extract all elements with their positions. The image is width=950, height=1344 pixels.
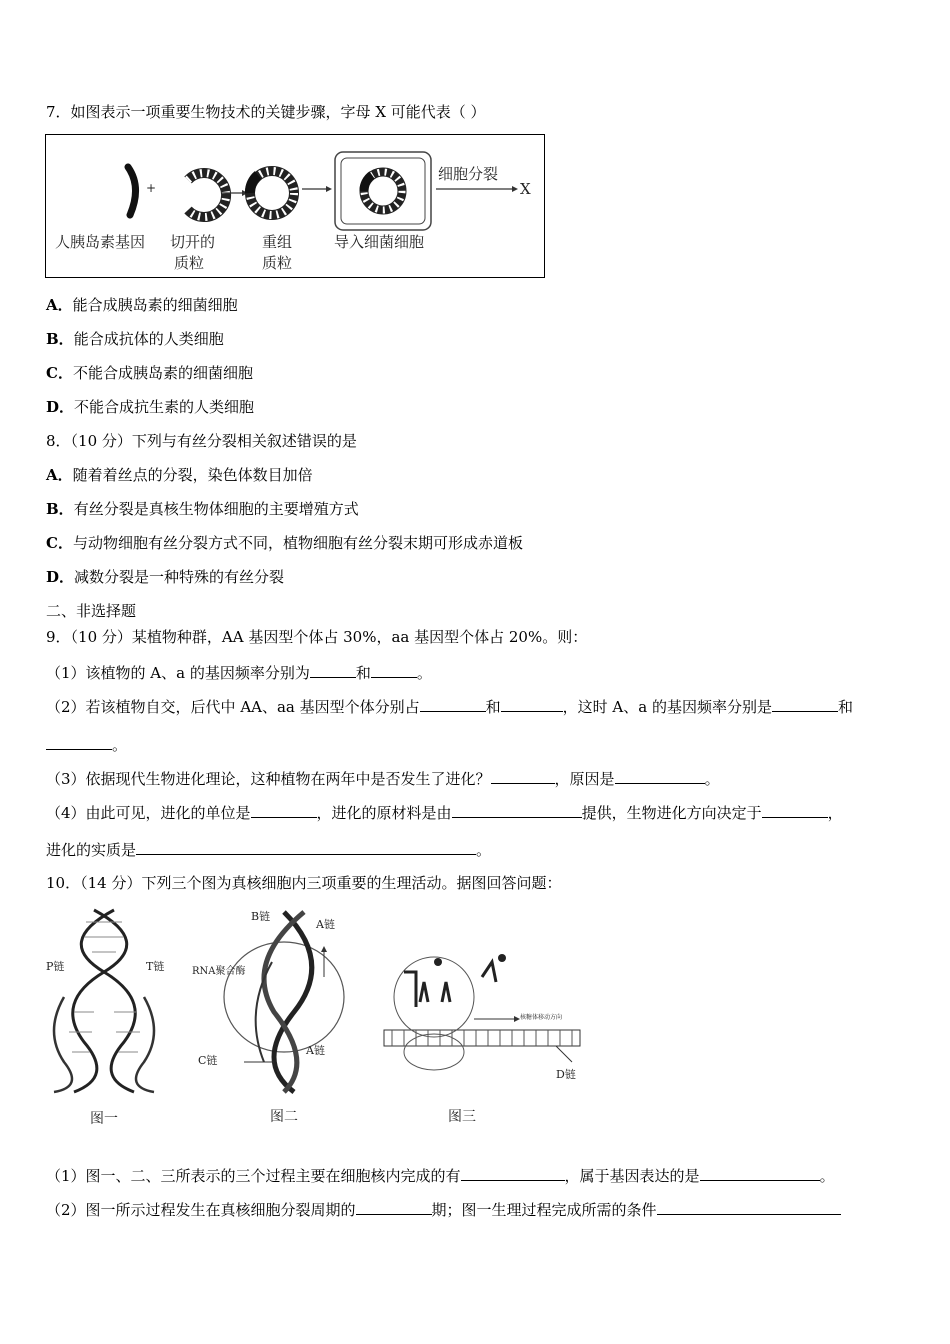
gene-fragment-shape [128, 167, 136, 215]
q7-option-a: A．能合成胰岛素的细菌细胞 [46, 296, 238, 314]
section-title: 二、非选择题 [46, 602, 137, 620]
q7-option-b: B．能合成抗体的人类细胞 [46, 330, 224, 348]
fig3-d-chain: D链 [556, 1068, 576, 1081]
answer-blank[interactable] [310, 661, 356, 678]
q9-part1: （1）该植物的 A、a 的基因频率分别为 和 。 [46, 661, 432, 683]
q7-option-d: D．不能合成抗生素的人类细胞 [46, 398, 255, 416]
bacteria-cell-outer [335, 152, 431, 230]
answer-blank[interactable] [420, 695, 486, 712]
fig2-transcription [224, 912, 344, 1092]
fig1-p-chain: P链 [46, 960, 65, 973]
q9-part4-cont: 进化的实质是 。 [46, 838, 491, 860]
answer-blank[interactable] [356, 1198, 432, 1215]
q8-stem: 8．（10 分）下列与有丝分裂相关叙述错误的是 [46, 432, 357, 450]
plus-sign: + [146, 181, 157, 195]
label-recomb-plasmid-2: 质粒 [262, 254, 293, 272]
fig1-dna-helix [54, 910, 154, 1092]
q10-figures [44, 902, 604, 1134]
fig2-caption: 图二 [270, 1109, 298, 1125]
q7-stem: 7．如图表示一项重要生物技术的关键步骤，字母 X 可能代表（ ） [46, 103, 486, 121]
label-cut-plasmid-2: 质粒 [174, 254, 205, 272]
q8-option-b: B．有丝分裂是真核生物体细胞的主要增殖方式 [46, 500, 359, 518]
q7-option-c: C．不能合成胰岛素的细菌细胞 [46, 364, 253, 382]
answer-blank[interactable] [46, 733, 112, 750]
fig2-b-chain: B链 [251, 910, 271, 923]
q10-part2: （2）图一所示过程发生在真核细胞分裂周期的 期；图一生理过程完成所需的条件 [46, 1198, 841, 1220]
label-cell-division: 细胞分裂 [438, 165, 499, 183]
answer-blank[interactable] [501, 695, 563, 712]
fig2-c-chain: C链 [198, 1054, 218, 1067]
answer-blank[interactable] [700, 1164, 820, 1181]
label-cut-plasmid-1: 切开的 [170, 233, 216, 251]
q10-stem: 10．（14 分）下列三个图为真核细胞内三项重要的生理活动。据图回答问题： [46, 874, 562, 892]
answer-blank[interactable] [251, 801, 317, 818]
q8-option-c: C．与动物细胞有丝分裂方式不同，植物细胞有丝分裂末期可形成赤道板 [46, 534, 523, 552]
q7-figure [45, 134, 545, 278]
fig1-caption: 图一 [90, 1111, 118, 1127]
q8-option-d: D．减数分裂是一种特殊的有丝分裂 [46, 568, 285, 586]
answer-blank[interactable] [657, 1198, 841, 1215]
q8-option-a: A．随着着丝点的分裂，染色体数目加倍 [46, 466, 313, 484]
answer-blank[interactable] [371, 661, 417, 678]
q9-part3: （3）依据现代生物进化理论，这种植物在两年中是否发生了进化？ ，原因是 。 [46, 767, 720, 789]
fig1-t-chain: T链 [146, 960, 165, 973]
answer-blank[interactable] [461, 1164, 565, 1181]
fig2-a-chain-top: A链 [316, 918, 335, 931]
q7-diagram [46, 135, 544, 277]
fig3-direction-label: 核糖体移动方向 [520, 1014, 563, 1021]
label-bacteria: 导入细菌细胞 [334, 233, 425, 251]
answer-blank[interactable] [136, 838, 476, 855]
q9-part2: （2）若该植物自交，后代中 AA、aa 基因型个体分别占 和 ，这时 A、a 的基因频率分别是 和 [46, 695, 853, 717]
q9-stem: 9．（10 分）某植物种群，AA 基因型个体占 30%，aa 基因型个体占 20%。则： [46, 628, 588, 646]
label-insulin-gene: 人胰岛素基因 [55, 233, 146, 251]
answer-blank[interactable] [452, 801, 582, 818]
answer-blank[interactable] [762, 801, 828, 818]
fig3-caption: 图三 [448, 1109, 476, 1125]
label-recomb-plasmid-1: 重组 [262, 233, 293, 251]
fig2-rna-polymerase: RNA聚合酶 [192, 966, 246, 977]
label-x: X [520, 180, 531, 198]
q9-part4: （4）由此可见，进化的单位是 ，进化的原材料是由 提供，生物进化方向决定于 ， [46, 801, 843, 823]
q10-part1: （1）图一、二、三所表示的三个过程主要在细胞核内完成的有 ，属于基因表达的是 。 [46, 1164, 835, 1186]
answer-blank[interactable] [772, 695, 838, 712]
answer-blank[interactable] [491, 767, 555, 784]
fig2-a-chain-bottom: A链 [306, 1044, 325, 1057]
answer-blank[interactable] [615, 767, 705, 784]
q9-part2-cont: 。 [46, 733, 127, 755]
